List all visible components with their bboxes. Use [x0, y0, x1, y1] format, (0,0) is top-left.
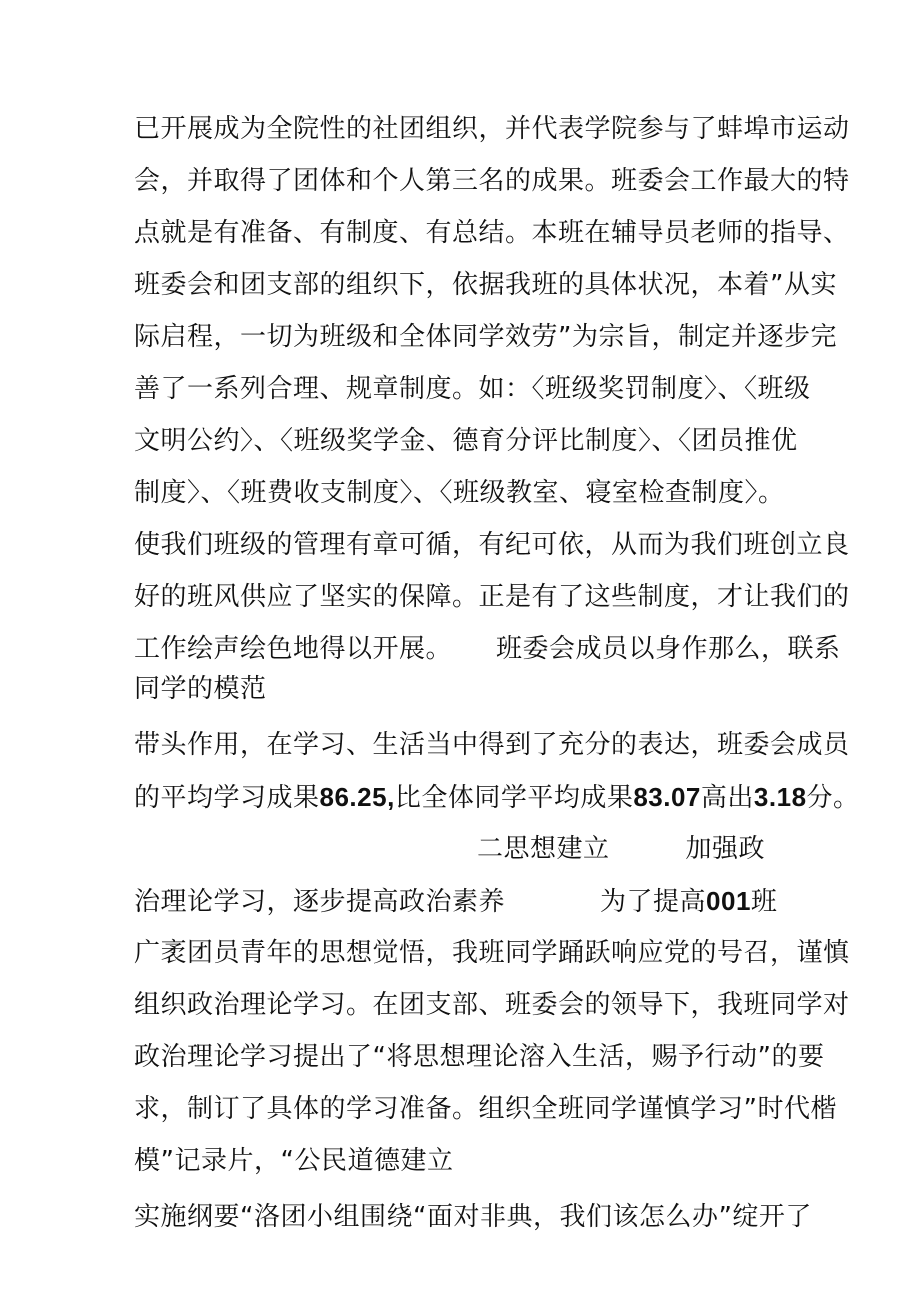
- figure-value: 3.18: [753, 782, 807, 812]
- paragraph-line: 使我们班级的管理有章可循，有纪可依，从而为我们班创立良: [134, 530, 850, 560]
- paragraph-line: [134, 884, 777, 919]
- paragraph-line: 文明公约〉、〈班级奖学金、德育分评比制度〉、〈团员推优: [134, 426, 798, 456]
- paragraph-line: 已开展成为全院性的社团组织，并代表学院参与了蚌埠市运动: [134, 114, 850, 144]
- paragraph-line: [134, 632, 841, 666]
- section-heading: 二思想建立: [477, 834, 610, 864]
- paragraph-line: 点就是有准备、有制度、有总结。本班在辅导员老师的指导、: [134, 218, 850, 248]
- paragraph-line: 制度〉、〈班费收支制度〉、〈班级教室、寝室检查制度〉。: [134, 478, 785, 508]
- line-text: 高出: [700, 783, 754, 813]
- paragraph-line: 组织政治理论学习。在团支部、班委会的领导下，我班同学对: [134, 990, 850, 1020]
- paragraph-line: 实施纲要“洛团小组围绕“面对非典，我们该怎么办”绽开了: [134, 1202, 812, 1232]
- line-text: 为了提高: [600, 887, 707, 917]
- figure-value: 83.07: [633, 782, 701, 812]
- section-heading-line: [134, 832, 765, 866]
- line-text: 加强政: [685, 834, 766, 864]
- paragraph-line: 模”记录片，“公民道德建立: [134, 1146, 454, 1176]
- paragraph-line: 同学的模范: [134, 674, 267, 704]
- line-text: 的平均学习成果: [134, 783, 320, 813]
- line-text: 班委会成员以身作那么，联系: [496, 634, 841, 664]
- figure-value: 001: [706, 886, 751, 916]
- paragraph-line: 善了一系列合理、规章制度。如：〈班级奖罚制度〉、〈班级: [134, 374, 811, 404]
- paragraph-line: 际启程，一切为班级和全体同学效劳”为宗旨，制定并逐步完: [134, 322, 837, 352]
- paragraph-line: [134, 780, 860, 815]
- paragraph-line: 广袤团员青年的思想觉悟，我班同学踊跃响应党的号召，谨慎: [134, 938, 850, 968]
- line-text: 比全体同学平均成果: [394, 783, 634, 813]
- figure-value: 86.25,: [319, 782, 395, 812]
- line-text: 分。: [806, 783, 860, 813]
- line-text: 治理论学习，逐步提高政治素养: [134, 887, 506, 917]
- paragraph-line: 会，并取得了团体和个人第三名的成果。班委会工作最大的特: [134, 166, 850, 196]
- paragraph-line: 求，制订了具体的学习准备。组织全班同学谨慎学习”时代楷: [134, 1094, 837, 1124]
- paragraph-line: 班委会和团支部的组织下，依据我班的具体状况，本着”从实: [134, 270, 837, 300]
- paragraph-line: 政治理论学习提出了“将思想理论溶入生活，赐予行动”的要: [134, 1042, 825, 1072]
- line-text: 班: [750, 887, 778, 917]
- line-text: 工作绘声绘色地得以开展。: [134, 634, 453, 664]
- paragraph-line: 好的班风供应了坚实的保障。正是有了这些制度，才让我们的: [134, 582, 850, 612]
- paragraph-line: 带头作用，在学习、生活当中得到了充分的表达，班委会成员: [134, 730, 850, 760]
